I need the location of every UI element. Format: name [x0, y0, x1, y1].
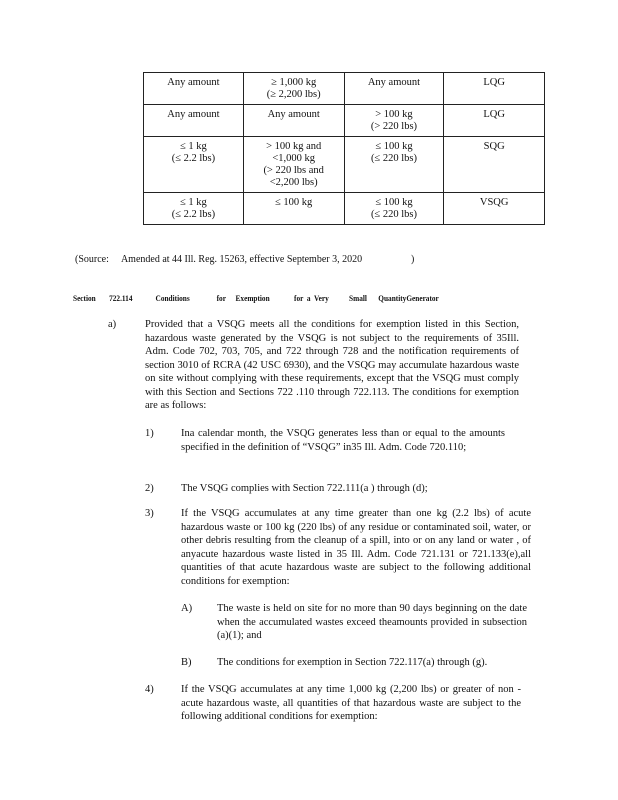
table-cell: Any amount: [243, 105, 344, 137]
section-heading: [73, 293, 439, 303]
table-cell: > 100 kg and <1,000 kg (> 220 lbs and <2,200 lbs): [243, 137, 344, 193]
item-2-text: The VSQG complies with Section 722.111(a ) through (d);: [181, 483, 428, 494]
table-cell: ≤ 1 kg (≤ 2.2 lbs): [144, 193, 244, 225]
table-cell: ≤ 100 kg (≤ 220 lbs): [344, 137, 444, 193]
table-cell: Any amount: [344, 73, 444, 105]
item-1-marker: 1): [145, 428, 154, 439]
item-4-text: If the VSQG accumulates at any time 1,000 kg (2,200 lbs) or greater of non -acute hazardous waste, all quantities of that hazardous waste are subject to the following additional conditions for exemption:: [181, 684, 521, 722]
table-cell: LQG: [444, 105, 545, 137]
table-cell: VSQG: [444, 193, 545, 225]
table-cell: > 100 kg (> 220 lbs): [344, 105, 444, 137]
table-cell: ≤ 100 kg: [243, 193, 344, 225]
table-cell: SQG: [444, 137, 545, 193]
source-close-paren: ): [411, 254, 415, 265]
subitem-a-marker: A): [181, 603, 193, 614]
table-cell: Any amount: [144, 105, 244, 137]
item-3-marker: 3): [145, 508, 154, 519]
section-title-word-6: QuantityGenerator: [378, 293, 439, 303]
item-4-marker: 4): [145, 684, 154, 695]
generator-category-table: [143, 72, 545, 225]
table-cell: LQG: [444, 73, 545, 105]
table-row: [144, 193, 545, 225]
table-row: [144, 137, 545, 193]
section-title-word-3: Exemption: [235, 293, 270, 303]
section-title-word-4: for a Very: [294, 293, 329, 303]
source-label: (Source:: [75, 254, 109, 265]
paragraph-a-text: Provided that a VSQG meets all the conditions for exemption listed in this Section, hazardous waste generated by the VSQG is not subject to the requirements of 35Ill. Adm. Code 702, 703, 705, and 722 through 728 and the notification requirements of section 3010 of RCRA (42 USC 6930), and the VSQG may accumulate hazardous waste on site without complying with these requirements, except that the VSQG must comply with this Section and Sections 722 .110 through 722.113. The conditions for exemption are as follows:: [145, 319, 519, 411]
table-cell: ≤ 1 kg (≤ 2.2 lbs): [144, 137, 244, 193]
table-cell: ≥ 1,000 kg (≥ 2,200 lbs): [243, 73, 344, 105]
section-word: Section: [73, 293, 96, 303]
section-number: 722.114: [109, 293, 133, 303]
section-title-word-5: Small: [349, 293, 367, 303]
item-1-text: Ina calendar month, the VSQG generates less than or equal to the amounts specified in the definition of “VSQG” in35 Ill. Adm. Code 720.110;: [181, 428, 505, 453]
item-2-marker: 2): [145, 483, 154, 494]
source-note: [75, 254, 415, 265]
item-3-text: If the VSQG accumulates at any time greater than one kg (2.2 lbs) of acute hazardous waste or 100 kg (220 lbs) of any residue or contaminated soil, water, or other debris resulting from the cleanup of a spill, into or on any land or water , of anyacute hazardous waste listed in 35 Ill. Adm. Code 721.131 or 721.133(e),all quantities of that acute hazardous waste are subject to the following additional conditions for exemption:: [181, 508, 531, 587]
table-cell: Any amount: [144, 73, 244, 105]
table-cell: ≤ 100 kg (≤ 220 lbs): [344, 193, 444, 225]
section-title-word-1: Conditions: [155, 293, 190, 303]
table-row: [144, 105, 545, 137]
source-text: Amended at 44 Ill. Reg. 15263, effective September 3, 2020: [120, 254, 363, 265]
subitem-a-text: The waste is held on site for no more than 90 days beginning on the date when the accumulated wastes exceed theamounts provided in subsection (a)(1); and: [217, 603, 527, 641]
table-row: [144, 73, 545, 105]
paragraph-a-marker: a): [108, 319, 117, 330]
subitem-b-marker: B): [181, 657, 192, 668]
section-title-word-2: for: [216, 293, 226, 303]
subitem-b-text: The conditions for exemption in Section 722.117(a) through (g).: [217, 657, 488, 668]
